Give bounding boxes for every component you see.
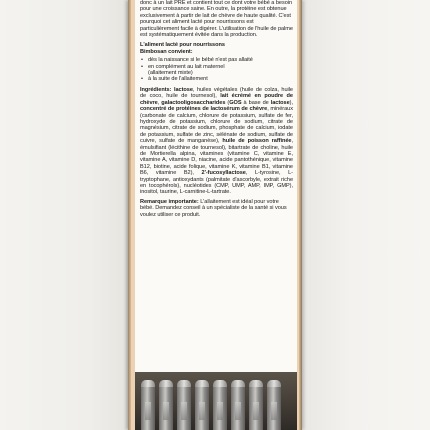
ingredient-bold: GOS [229,99,242,106]
sachet-cap [267,380,281,387]
ingredient-text: , [157,99,162,106]
remark-text: L'allaitement est idéal pour votre bébé. Demandez conseil à un spécialiste de la santé si vous voulez utiliser ce produit. [140,198,287,218]
ingredient-text: Ingrédients: [140,86,174,93]
important-remark [140,199,293,218]
sachet-cap [231,380,245,387]
suitability-heading-line1: L'aliment lacté pour nourrissons [140,42,225,49]
sachet-cap [249,380,263,387]
sachet-print [271,402,277,420]
sachet-print [199,402,205,420]
ingredient-text: , minéraux (carbonate de calcium, chlorure de potassium, sulfate de fer, hydroxyde de potassium, chlorure de sodium, citrate de magnésium, citrate de sodium, phosphate de calcium, iodate de potassium, sulfate de zinc, sélénate de sodium, sulfate de cuivre, sulfate de manganèse), [140,106,293,145]
sachet-print [181,402,187,420]
ingredient-text: , L-tyrosine, L-tryptophane, antioxydants (palmitate d'ascorbyle, extrait riche en tocophérols), nucléotides (CMP, UMP, AMP, IMP, GMP), inositol, taurine, L-carnitine-L-tartrate. [140,170,293,196]
sachet-stick [213,380,227,430]
ingredient-bold: 2'-fucosyllactose [201,170,246,177]
suitability-heading-line2: Bimbosan convient: [140,48,193,55]
product-label [135,0,297,372]
sachet-stick [177,380,191,430]
sachet-cap [159,380,173,387]
sachet-print [163,402,169,420]
suitability-list [140,57,293,83]
sachet-stick [231,380,245,430]
ingredient-bold: lactose [173,86,193,93]
packaging-window [135,372,297,430]
ingredients-paragraph [140,87,293,196]
sachet-cap [141,380,155,387]
ingredient-bold: lait écrémé en poudre de chèvre [140,93,293,106]
sachet-stick [249,380,263,430]
ingredient-text: , émulsifiant (lécithine de tournesol), bitartrate de choline, huile de Mortierella alpina, vitamines (vitamine C, vitamine E, vitamine A, vitamine D, niacine, acide pantothénique, vitamine B12, biotine, acide folique, vitamine K, vitamine B1, vitamine B6, vitamine B2), [140,138,293,177]
sachet-print [253,402,259,420]
sachet-print [145,402,151,420]
suitability-heading [140,42,293,55]
ingredient-bold: concentré de protéines de lactosérum de chèvre [140,106,268,113]
background-left [0,0,128,430]
sachet-stick [267,380,281,430]
intro-paragraph: donc à un lait PRE et contient tout ce dont votre bébé a besoin pour une croissance saine. En outre, la protéine est obtenue exclusivement à partir de lait de chèvre de haute qualité. C'est pourquoi cet aliment lacté pour nourrissons est particulièrement facile à digérer. L'utilisation de l'huile de palme est systématiquement évitée dans la production. [140,0,293,39]
ingredient-bold: huile de poisson raffinée [222,138,292,145]
product-box [128,0,302,430]
list-item-note: (allaitement mixte) [148,70,193,77]
box-edge-left [128,0,131,430]
ingredient-text: , huiles végétales (huile de colza, huile de coco, huile de tournesol), [140,86,293,100]
sachet-print [217,402,223,420]
ingredient-text: ), [289,99,293,106]
remark-label: Remarque importante: [140,198,199,205]
ingredient-bold: galactooligosaccharides [161,99,226,106]
ingredient-bold: lactose [270,99,290,106]
ingredient-text: à base de [241,99,271,106]
sachet-cap [195,380,209,387]
sachet-stick [159,380,173,430]
list-item [140,64,293,77]
box-edge-right [299,0,302,430]
sachet-print [235,402,241,420]
sachet-cap [213,380,227,387]
sachet-cap [177,380,191,387]
ingredient-text: ( [225,99,230,106]
list-item [140,76,293,82]
list-item-text: en complément au lait maternel [148,63,225,70]
list-item-text: à la suite de l'allaitement [148,76,208,83]
background-right [300,0,430,430]
sachet-stick [141,380,155,430]
sachet-stick [195,380,209,430]
list-item-text: dès la naissance si le bébé n'est pas allaité [148,57,253,64]
